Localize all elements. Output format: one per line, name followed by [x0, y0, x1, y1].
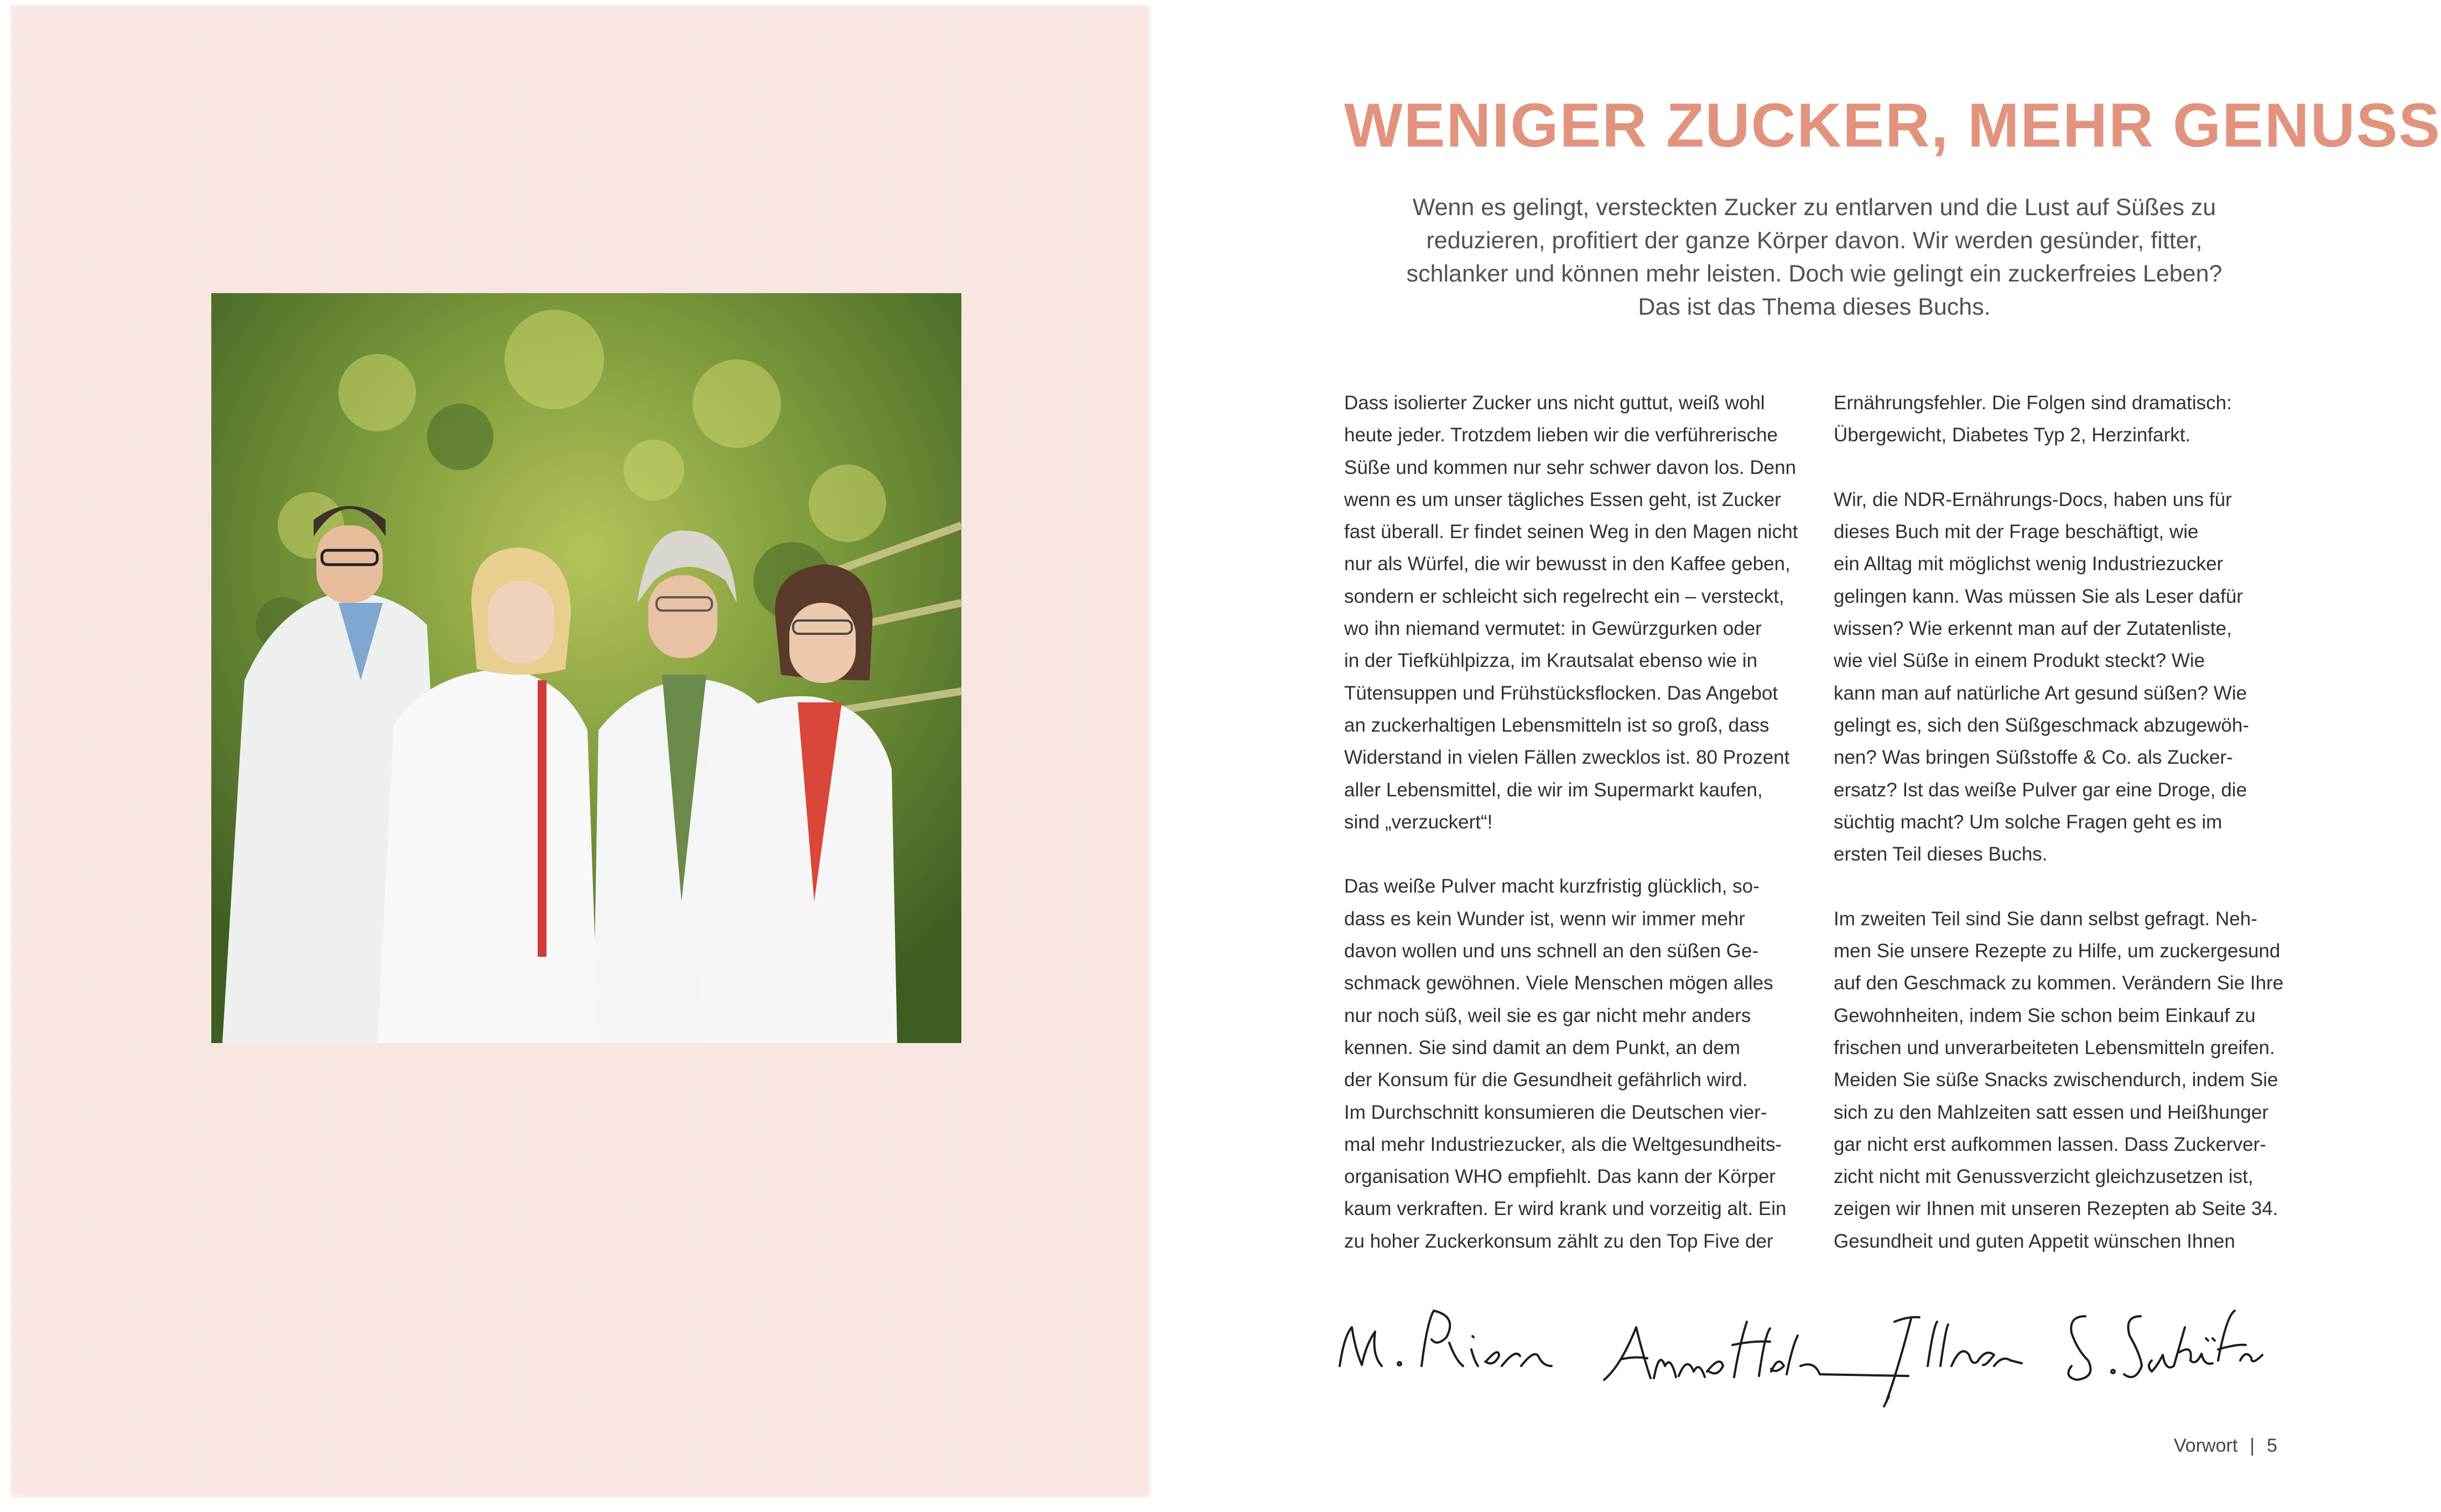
body-line: an zuckerhaltigen Lebensmitteln ist so groß, dass — [1344, 714, 1769, 736]
body-line: Dass isolierter Zucker uns nicht guttut, weiß wohl — [1344, 392, 1765, 414]
body-line: sich zu den Mahlzeiten satt essen und Heißhunger — [1834, 1101, 2269, 1123]
footer-section: Vorwort — [2174, 1435, 2238, 1456]
body-line: dass es kein Wunder ist, wenn wir immer mehr — [1344, 908, 1745, 930]
paragraph-gap — [1834, 870, 2320, 903]
text-column-left — [1344, 387, 1831, 1258]
intro-line: Wenn es gelingt, versteckten Zucker zu entlarven und die Lust auf Süßes zu — [1412, 194, 2216, 221]
signatures — [1333, 1283, 2273, 1416]
body-line: auf den Geschmack zu kommen. Verändern Sie Ihre — [1834, 972, 2284, 994]
intro-line: reduzieren, profitiert der ganze Körper davon. Wir werden gesünder, fitter, — [1426, 227, 2203, 254]
body-line: der Konsum für die Gesundheit gefährlich wird. — [1344, 1069, 1748, 1091]
signature-fleck — [1604, 1322, 1908, 1380]
body-line: Im zweiten Teil sind Sie dann selbst gefragt. Neh- — [1834, 908, 2257, 930]
body-line: Gewohnheiten, indem Sie schon beim Einkauf zu — [1834, 1004, 2256, 1026]
paragraph-gap — [1834, 452, 2320, 484]
body-line: davon wollen und uns schnell an den süßen Ge- — [1344, 940, 1759, 962]
body-line: gelingen kann. Was müssen Sie als Leser dafür — [1834, 585, 2243, 607]
body-line: Wir, die NDR-Ernährungs-Docs, haben uns für — [1834, 488, 2232, 510]
body-line: Im Durchschnitt konsumieren die Deutschen vier- — [1344, 1101, 1767, 1123]
body-line: ein Alltag mit möglichst wenig Industriezucker — [1834, 553, 2224, 575]
intro-paragraph — [1394, 191, 2235, 324]
body-line: wo ihn niemand vermutet: in Gewürzgurken oder — [1344, 618, 1762, 640]
body-line: Ernährungsfehler. Die Folgen sind dramatisch: — [1834, 392, 2232, 414]
body-line: gar nicht erst aufkommen lassen. Dass Zuckerver- — [1834, 1133, 2266, 1155]
body-line: aller Lebensmittel, die wir im Supermarkt kaufen, — [1344, 779, 1763, 801]
body-line: zu hoher Zuckerkonsum zählt zu den Top Five der — [1344, 1230, 1773, 1252]
body-line: kennen. Sie sind damit an dem Punkt, an dem — [1344, 1036, 1740, 1059]
body-line: Süße und kommen nur sehr schwer davon los. Denn — [1344, 456, 1797, 478]
page-heading: WENIGER ZUCKER, MEHR GENUSS — [1344, 91, 2441, 160]
body-line: zicht nicht mit Genussverzicht gleichzusetzen ist, — [1834, 1166, 2253, 1188]
body-line: heute jeder. Trotzdem lieben wir die verführerische — [1344, 424, 1778, 446]
body-line: mal mehr Industriezucker, als die Weltgesundheits- — [1344, 1133, 1782, 1155]
body-line: sondern er schleicht sich regelrecht ein – versteckt, — [1344, 585, 1784, 607]
text-column-right — [1834, 387, 2320, 1258]
page-number: 5 — [2267, 1435, 2278, 1456]
footer-separator: | — [2250, 1435, 2255, 1456]
body-line: Gesundheit und guten Appetit wünschen Ihnen — [1834, 1230, 2235, 1252]
body-line: nur noch süß, weil sie es gar nicht mehr anders — [1344, 1004, 1751, 1026]
body-line: wenn es um unser tägliches Essen geht, ist Zucker — [1344, 488, 1781, 510]
body-line: schmack gewöhnen. Viele Menschen mögen alles — [1344, 972, 1773, 994]
intro-line: schlanker und können mehr leisten. Doch wie gelingt ein zuckerfreies Leben? — [1406, 260, 2223, 287]
body-line: gelingt es, sich den Süßgeschmack abzugewöh- — [1834, 714, 2249, 736]
body-line: ersatz? Ist das weiße Pulver gar eine Droge, die — [1834, 779, 2247, 801]
body-line: Meiden Sie süße Snacks zwischendurch, indem Sie — [1834, 1069, 2278, 1091]
body-line: fast überall. Er findet seinen Weg in den Magen nicht — [1344, 521, 1798, 543]
body-line: organisation WHO empfiehlt. Das kann der Körper — [1344, 1166, 1776, 1188]
body-line: dieses Buch mit der Frage beschäftigt, wie — [1834, 521, 2199, 543]
team-photo — [211, 293, 961, 1043]
body-line: Das weiße Pulver macht kurzfristig glücklich, so- — [1344, 875, 1760, 898]
body-line: süchtig macht? Um solche Fragen geht es im — [1834, 811, 2223, 833]
body-line: ersten Teil dieses Buchs. — [1834, 843, 2048, 866]
body-line: wie viel Süße in einem Produkt steckt? Wie — [1834, 650, 2205, 672]
body-line: Tütensuppen und Frühstücksflocken. Das Angebot — [1344, 682, 1778, 704]
body-line: Widerstand in vielen Fällen zwecklos ist. 80 Prozent — [1344, 747, 1790, 769]
body-line: nur als Würfel, die wir bewusst in den Kaffee geben, — [1344, 553, 1791, 575]
body-line: Übergewicht, Diabetes Typ 2, Herzinfarkt. — [1834, 424, 2191, 446]
signature-klasen — [1884, 1317, 2022, 1406]
body-line: sind „verzuckert“! — [1344, 811, 1493, 833]
page-footer — [2174, 1435, 2277, 1457]
body-line: kann man auf natürliche Art gesund süßen? Wie — [1834, 682, 2247, 704]
signature-schaefer — [2068, 1311, 2262, 1380]
paragraph-gap — [1344, 838, 1831, 870]
intro-line: Das ist das Thema dieses Buchs. — [1638, 294, 1991, 320]
body-line: wissen? Wie erkennt man auf der Zutatenliste, — [1834, 618, 2232, 640]
body-line: kaum verkraften. Er wird krank und vorzeitig alt. Ein — [1344, 1198, 1787, 1220]
body-line: frischen und unverarbeiteten Lebensmitteln greifen. — [1834, 1036, 2275, 1059]
body-line: nen? Was bringen Süßstoffe & Co. als Zucker- — [1834, 747, 2233, 769]
body-line: zeigen wir Ihnen mit unseren Rezepten ab Seite 34. — [1834, 1198, 2278, 1220]
body-line: in der Tiefkühlpizza, im Krautsalat ebenso wie in — [1344, 650, 1758, 672]
body-line: men Sie unsere Rezepte zu Hilfe, um zuckergesund — [1834, 940, 2281, 962]
signature-riedl — [1340, 1311, 1552, 1366]
